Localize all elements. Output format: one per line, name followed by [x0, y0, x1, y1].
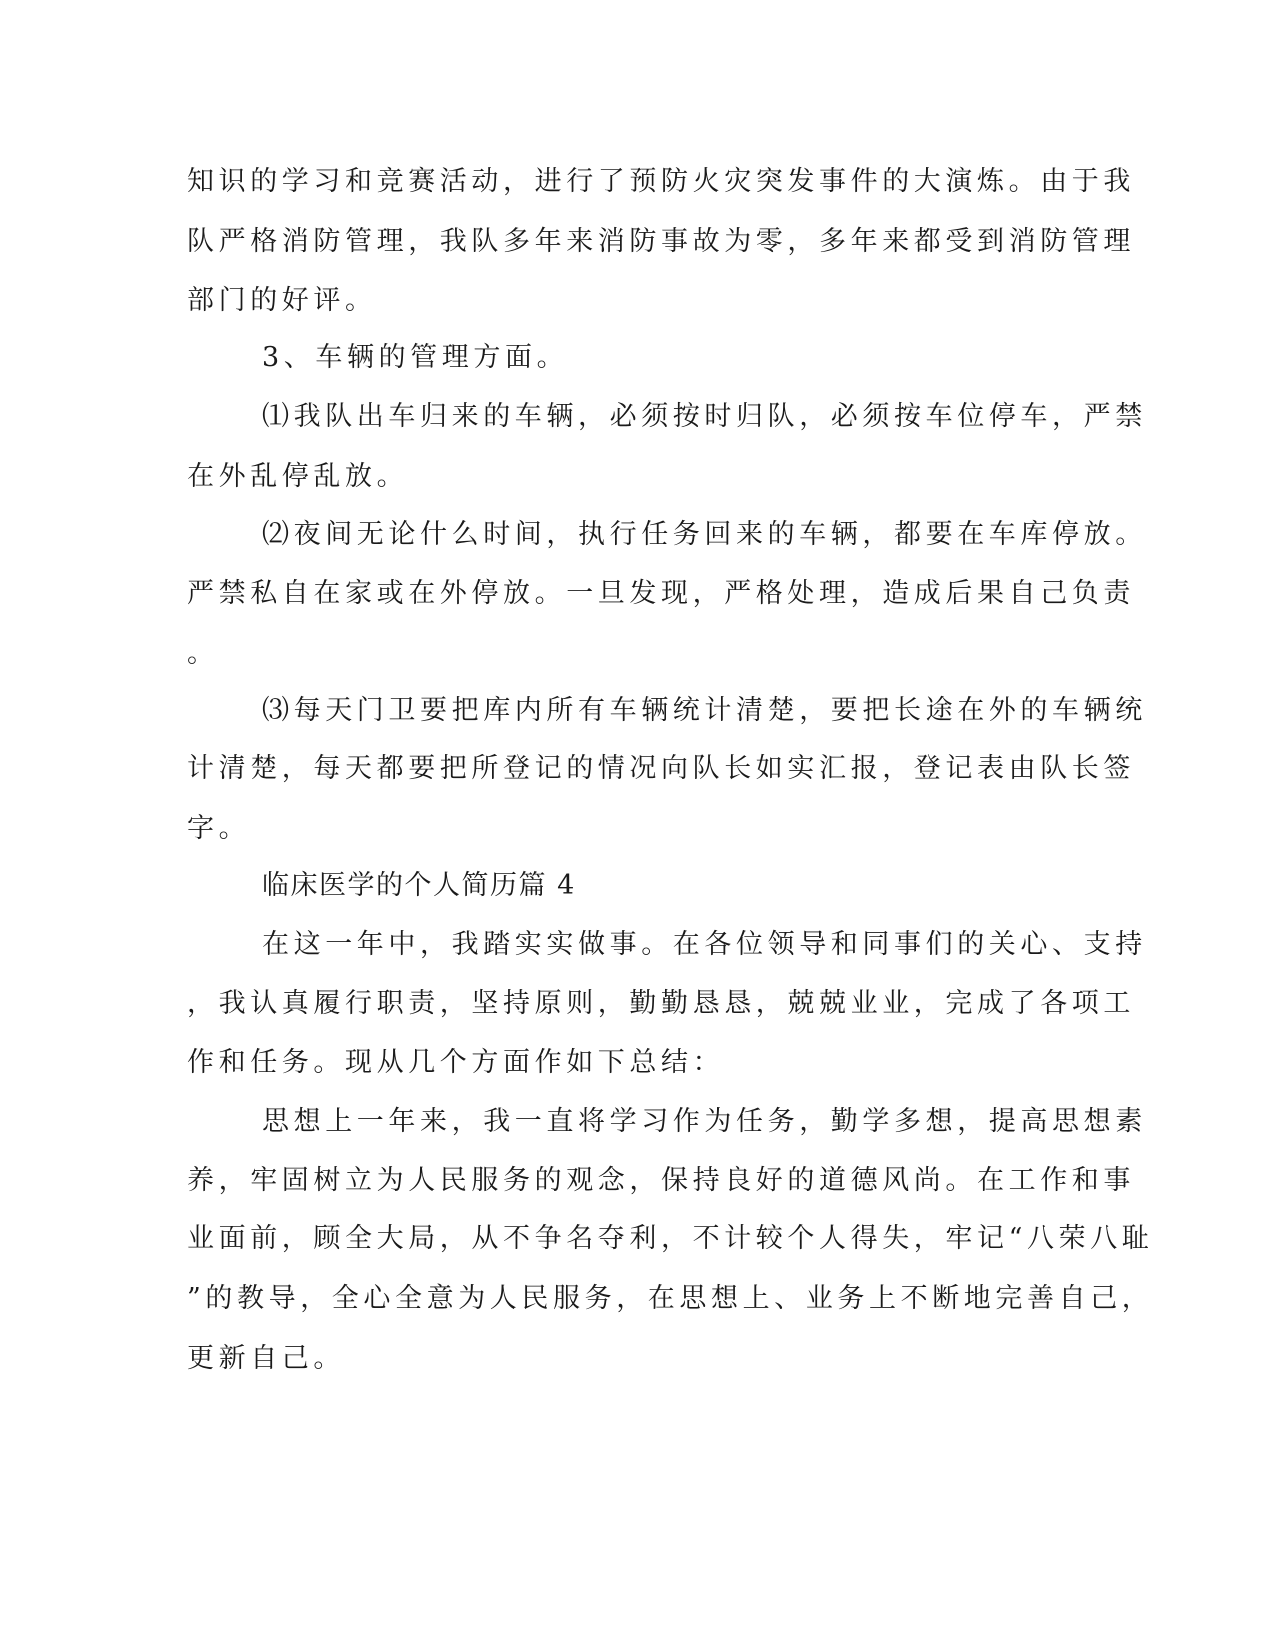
paragraph-line: 知识的学习和竞赛活动，进行了预防火灾突发事件的大演炼。由于我 — [187, 166, 1135, 197]
paragraph-line: ，我认真履行职责，坚持原则，勤勤恳恳，兢兢业业，完成了各项工 — [187, 988, 1135, 1019]
paragraph-line: 作和任务。现从几个方面作如下总结： — [187, 1047, 725, 1078]
paragraph-line: 养，牢固树立为人民服务的观念，保持良好的道德风尚。在工作和事 — [187, 1165, 1135, 1196]
paragraph-line: 在外乱停乱放。 — [187, 461, 409, 492]
article-title: 临床医学的个人简历篇 4 — [262, 870, 576, 901]
paragraph-line: ⑶每天门卫要把库内所有车辆统计清楚，要把长途在外的车辆统 — [262, 695, 1147, 726]
paragraph-line: 思想上一年来，我一直将学习作为任务，勤学多想，提高思想素 — [262, 1106, 1147, 1137]
paragraph-line: 在这一年中，我踏实实做事。在各位领导和同事们的关心、支持 — [262, 929, 1147, 960]
paragraph-line: 业面前，顾全大局，从不争名夺利，不计较个人得失，牢记“八荣八耻 — [187, 1223, 1154, 1254]
paragraph-line: ⑵夜间无论什么时间，执行任务回来的车辆，都要在车库停放。 — [262, 519, 1147, 550]
paragraph-line: 字。 — [187, 813, 251, 844]
paragraph-line: 更新自己。 — [187, 1343, 345, 1374]
paragraph-line: ⑴我队出车归来的车辆，必须按时归队，必须按车位停车，严禁 — [262, 401, 1147, 432]
paragraph-line: 严禁私自在家或在外停放。一旦发现，严格处理，造成后果自己负责 — [187, 578, 1135, 609]
paragraph-line: 。 — [187, 638, 219, 669]
paragraph-line: 队严格消防管理，我队多年来消防事故为零，多年来都受到消防管理 — [187, 226, 1135, 257]
paragraph-line: ”的教导，全心全意为人民服务，在思想上、业务上不断地完善自己， — [187, 1283, 1154, 1314]
section-heading: 3、车辆的管理方面。 — [262, 342, 569, 373]
paragraph-line: 计清楚，每天都要把所登记的情况向队长如实汇报，登记表由队长签 — [187, 753, 1135, 784]
paragraph-line: 部门的好评。 — [187, 285, 377, 316]
